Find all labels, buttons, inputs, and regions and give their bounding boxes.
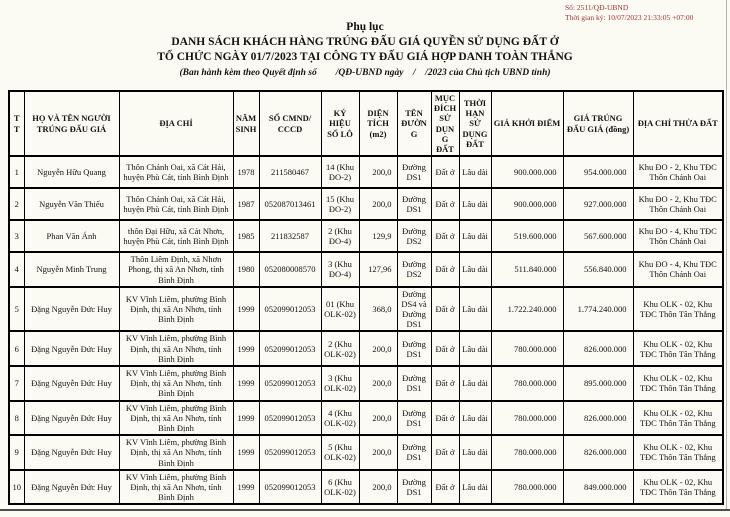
table-cell: 3 [9,220,24,252]
table-cell: KV Vĩnh Liêm, phường Bình Định, thị xã An Nhơn, tỉnh Bình Định [119,470,233,505]
table-cell: 826.000.000 [563,435,633,470]
table-cell: 1999 [233,435,259,470]
table-cell: 200,0 [359,470,397,505]
table-cell: Đặng Nguyễn Đức Huy [24,366,119,401]
table-cell: 1980 [233,252,259,287]
table-cell: Đất ở [431,470,459,505]
column-header: GIÁ TRÚNG ĐẤU GIÁ (đồng) [563,91,633,156]
table-cell: Nguyễn Hữu Quang [24,156,119,188]
table-cell: Đường DS1 [397,401,431,436]
table-cell: KV Vĩnh Liêm, phường Bình Định, thị xã An Nhơn, tỉnh Bình Định [119,287,233,332]
table-cell: Đất ở [431,366,459,401]
table-body [9,156,723,504]
table-cell: Lâu dài [459,287,491,332]
column-header: SỐ CMND/ CCCD [259,91,321,156]
stamp-decision-number: Số: 2511/QĐ-UBND [565,3,629,12]
table-cell: 1999 [233,366,259,401]
table-cell: 900.000.000 [491,156,563,188]
table-cell: Lâu dài [459,401,491,436]
table-cell: 052099012053 [259,401,321,436]
table-row [9,331,723,366]
table-cell: 1999 [233,287,259,332]
table-row [9,156,723,188]
table-cell: 1987 [233,188,259,220]
table-cell: 7 [9,366,24,401]
table-row [9,366,723,401]
table-row [9,287,723,332]
appendix-label: Phụ lục [346,21,384,33]
table-cell: 129,9 [359,220,397,252]
table-cell: Đường DS2 [397,252,431,287]
table-cell: Đất ở [431,252,459,287]
page-bottom-edge-line [0,509,730,511]
table-cell: Đặng Nguyễn Đức Huy [24,331,119,366]
table-cell: 052080008570 [259,252,321,287]
document-title-line1: DANH SÁCH KHÁCH HÀNG TRÚNG ĐẤU GIÁ QUYỀN SỬ DỤNG ĐẤT Ở [171,35,559,48]
table-cell: Đường DS1 [397,366,431,401]
table-cell: Đất ở [431,331,459,366]
table-cell: 567.600.000 [563,220,633,252]
table-cell: Thôn Liêm Định, xã Nhơn Phong, thị xã An Nhơn, tỉnh Bình Định [119,252,233,287]
table-cell: 052099012053 [259,366,321,401]
table-cell: 3 (Khu OLK-02) [321,366,359,401]
table-cell: 780.000.000 [491,401,563,436]
table-cell: 1978 [233,156,259,188]
column-header: MỤC ĐÍCH SỬ DỤNG ĐẤT [431,91,459,156]
table-cell: Đất ở [431,401,459,436]
table-cell: 200,0 [359,366,397,401]
table-cell: 6 (Khu OLK-02) [321,470,359,505]
table-cell: 780.000.000 [491,435,563,470]
table-cell: Khu OLK - 02, Khu TĐC Thôn Tân Thắng [633,366,723,401]
table-cell: thôn Đại Hữu, xã Cát Nhơn, huyện Phù Cát, tỉnh Bình Định [119,220,233,252]
table-cell: Lâu dài [459,470,491,505]
table-cell: Phan Văn Ánh [24,220,119,252]
table-row [9,220,723,252]
table-cell: Khu OLK - 02, Khu TĐC Thôn Tân Thắng [633,435,723,470]
table-cell: Đất ở [431,220,459,252]
table-row [9,188,723,220]
table-cell: 556.840.000 [563,252,633,287]
table-cell: 10 [9,470,24,505]
table-cell: 052087013461 [259,188,321,220]
table-cell: 1999 [233,331,259,366]
table-row [9,401,723,436]
table-cell: Thôn Chánh Oai, xã Cát Hải, huyện Phù Cát, tỉnh Bình Định [119,156,233,188]
table-cell: Nguyễn Minh Trung [24,252,119,287]
table-cell: Đường DS1 [397,435,431,470]
column-header: DIỆN TÍCH (m2) [359,91,397,156]
table-cell: Lâu dài [459,252,491,287]
column-header: ĐỊA CHỈ [119,91,233,156]
table-cell: Đường DS1 [397,470,431,505]
table-header-row [9,91,723,156]
table-cell: 2 (Khu ĐO-4) [321,220,359,252]
document-subtitle: (Ban hành kèm theo Quyết định số /QĐ-UBND ngày / /2023 của Chủ tịch UBND tỉnh) [179,67,551,78]
table-cell: Lâu dài [459,156,491,188]
table-cell: Khu OLK - 02, Khu TĐC Thôn Tân Thắng [633,331,723,366]
page-right-edge-line [726,0,727,509]
document-title-line2: TỔ CHỨC NGÀY 01/7/2023 TẠI CÔNG TY ĐẤU GIÁ HỢP DANH TOÀN THẮNG [157,51,573,64]
table-cell: 052099012053 [259,470,321,505]
table-cell: KV Vĩnh Liêm, phường Bình Định, thị xã An Nhơn, tỉnh Bình Định [119,435,233,470]
table-cell: Đường DS1 [397,188,431,220]
table-cell: KV Vĩnh Liêm, phường Bình Định, thị xã An Nhơn, tỉnh Bình Định [119,401,233,436]
table-cell: 200,0 [359,188,397,220]
table-cell: 954.000.000 [563,156,633,188]
column-header: TÊN ĐƯỜNG [397,91,431,156]
column-header: KÝ HIỆU SỐ LÔ [321,91,359,156]
table-cell: 200,0 [359,401,397,436]
table-cell: 127,96 [359,252,397,287]
table-cell: 1 [9,156,24,188]
table-cell: 14 (Khu ĐO-2) [321,156,359,188]
table-cell: Lâu dài [459,220,491,252]
table-cell: KV Vĩnh Liêm, phường Bình Định, thị xã An Nhơn, tỉnh Bình Định [119,366,233,401]
table-cell: Đường DS2 [397,220,431,252]
table-row [9,252,723,287]
table-cell: 780.000.000 [491,331,563,366]
table-cell: 2 (Khu OLK-02) [321,331,359,366]
table-cell: 895.000.000 [563,366,633,401]
column-header: HỌ VÀ TÊN NGƯỜI TRÚNG ĐẤU GIÁ [24,91,119,156]
table-cell: 1999 [233,470,259,505]
table-cell: 211580467 [259,156,321,188]
stamp-sign-time: Thời gian ký: 10/07/2023 21:33:05 +07:00 [565,13,694,23]
table-cell: Khu OLK - 02, Khu TĐC Thôn Tân Thắng [633,470,723,505]
table-cell: Khu OLK - 02, Khu TĐC Thôn Tân Thắng [633,287,723,332]
table-cell: Đất ở [431,156,459,188]
table-cell: 6 [9,331,24,366]
table-cell: 5 (Khu OLK-02) [321,435,359,470]
table-cell: 211832587 [259,220,321,252]
table-row [9,470,723,505]
table-cell: 8 [9,401,24,436]
table-cell: 4 (Khu OLK-02) [321,401,359,436]
table-cell: Lâu dài [459,188,491,220]
table-cell: 052099012053 [259,435,321,470]
table-cell: Đường DS1 [397,331,431,366]
table-cell: 3 (Khu ĐO-4) [321,252,359,287]
table-cell: 519.600.000 [491,220,563,252]
table-cell: 052099012053 [259,287,321,332]
table-cell: 511.840.000 [491,252,563,287]
table-cell: Thôn Chánh Oai, xã Cát Hải, huyện Phù Cát, tỉnh Bình Định [119,188,233,220]
table-cell: 826.000.000 [563,331,633,366]
table-cell: Lâu dài [459,435,491,470]
table-cell: Đường DS1 [397,156,431,188]
table-cell: Lâu dài [459,366,491,401]
table-cell: 5 [9,287,24,332]
table-cell: 200,0 [359,331,397,366]
column-header: THỜI HẠN SỬ DỤNG ĐẤT [459,91,491,156]
table-cell: 1999 [233,401,259,436]
table-cell: 01 (Khu OLK-02) [321,287,359,332]
table-cell: Đặng Nguyễn Đức Huy [24,435,119,470]
digital-signature-stamp [565,3,693,23]
table-cell: Nguyễn Văn Thiếu [24,188,119,220]
table-cell: 849.000.000 [563,470,633,505]
table-header [9,91,723,156]
table-row [9,435,723,470]
table-cell: 780.000.000 [491,366,563,401]
auction-winners-table [8,90,724,505]
table-cell: Đất ở [431,435,459,470]
table-cell: 200,0 [359,435,397,470]
table-cell: KV Vĩnh Liêm, phường Bình Định, thị xã An Nhơn, tỉnh Bình Định [119,331,233,366]
table-cell: Khu ĐO - 4, Khu TĐC Thôn Chánh Oai [633,252,723,287]
table-cell: Đặng Nguyễn Đức Huy [24,470,119,505]
table-cell: 9 [9,435,24,470]
table-cell: Lâu dài [459,331,491,366]
column-header: ĐỊA CHỈ THỬA ĐẤT [633,91,723,156]
table-cell: 2 [9,188,24,220]
table-cell: Đường DS4 và Đường DS1 [397,287,431,332]
table-cell: Khu ĐO - 4, Khu TĐC Thôn Chánh Oai [633,220,723,252]
table-cell: Đặng Nguyễn Đức Huy [24,401,119,436]
table-cell: Đất ở [431,287,459,332]
table-cell: 900.000.000 [491,188,563,220]
column-header: NĂM SINH [233,91,259,156]
table-cell: 826.000.000 [563,401,633,436]
table-cell: Đất ở [431,188,459,220]
table-cell: 052099012053 [259,331,321,366]
table-cell: 4 [9,252,24,287]
column-header: GIÁ KHỞI ĐIỂM [491,91,563,156]
table-cell: 1.774.240.000 [563,287,633,332]
table-cell: 927.000.000 [563,188,633,220]
table-cell: Khu OLK - 02, Khu TĐC Thôn Tân Thắng [633,401,723,436]
table-cell: 15 (Khu ĐO-2) [321,188,359,220]
table-cell: 368,0 [359,287,397,332]
table-cell: Đặng Nguyễn Đức Huy [24,287,119,332]
table-cell: 780.000.000 [491,470,563,505]
table-cell: Khu ĐO - 2, Khu TĐC Thôn Chánh Oai [633,156,723,188]
table-cell: Khu ĐO - 2, Khu TĐC Thôn Chánh Oai [633,188,723,220]
table-cell: 1.722.240.000 [491,287,563,332]
column-header: TT [9,91,24,156]
table-cell: 200,0 [359,156,397,188]
table-cell: 1985 [233,220,259,252]
